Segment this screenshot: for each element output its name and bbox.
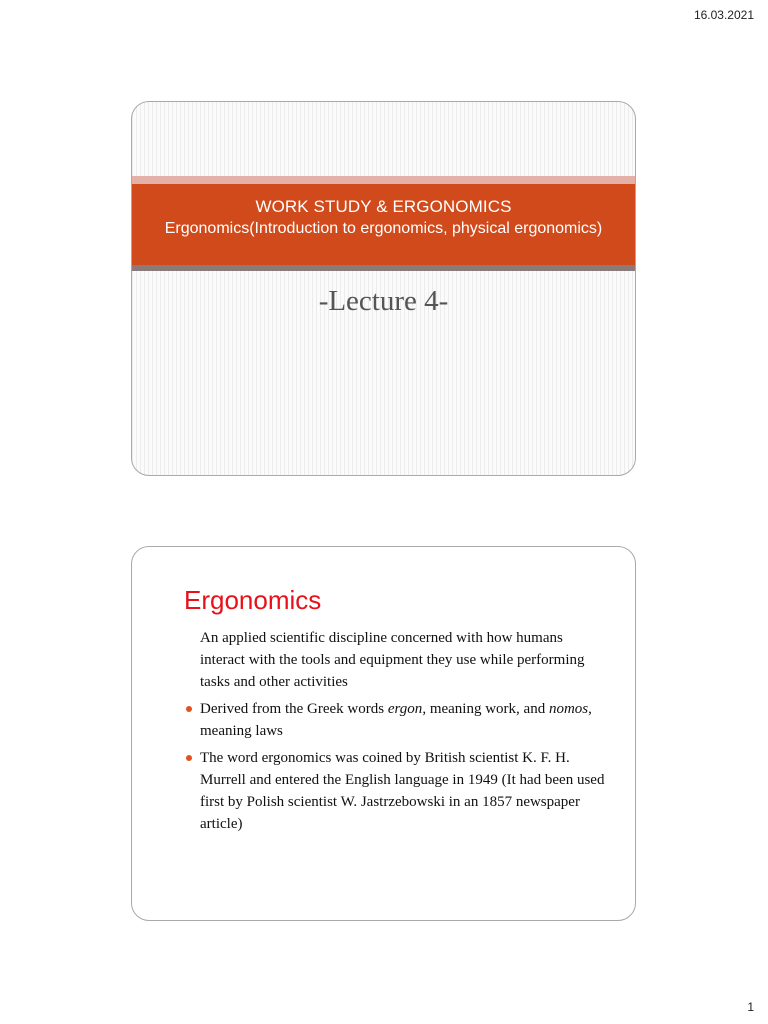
title-slide [131,101,636,476]
bullet-icon [186,755,192,761]
slide-heading: Ergonomics [184,585,322,615]
page-date: 16.03.2021 [693,8,754,22]
page-number: 1 [747,1000,754,1014]
bullet-item-origin [186,698,609,742]
title-band-accent [132,176,635,184]
slide-title: WORK STUDY & ERGONOMICS [255,197,512,216]
slide-subtitle: Ergonomics(Introduction to ergonomics, physical ergonomics) [164,220,603,237]
bullet-origin-suffix: , meaning laws [200,701,592,739]
bullet-origin-middle: , meaning work, and [422,701,549,717]
bullet-origin-prefix: Derived from the Greek words [200,701,388,717]
term-ergon: ergon [387,701,423,717]
content-slide [131,546,636,921]
intro-paragraph: An applied scientific discipline concerned with how humans interact with the tools and equipment they use while performing tasks and other activities [200,630,585,690]
bullet-icon [186,706,192,712]
title-band-underline [132,265,635,271]
bullet-list [186,698,609,835]
bullet-history-text: The word ergonomics was coined by British scientist K. F. H. Murrell and entered the English language in 1949 (It had been used first by Polish scientist W. Jastrzebowski in an 1857 newspaper article) [200,750,605,832]
bullet-item-history [186,747,609,835]
lecture-label: -Lecture 4- [318,285,449,317]
title-band [132,184,635,265]
term-nomos: nomos [548,701,589,717]
slide-content [186,627,609,840]
